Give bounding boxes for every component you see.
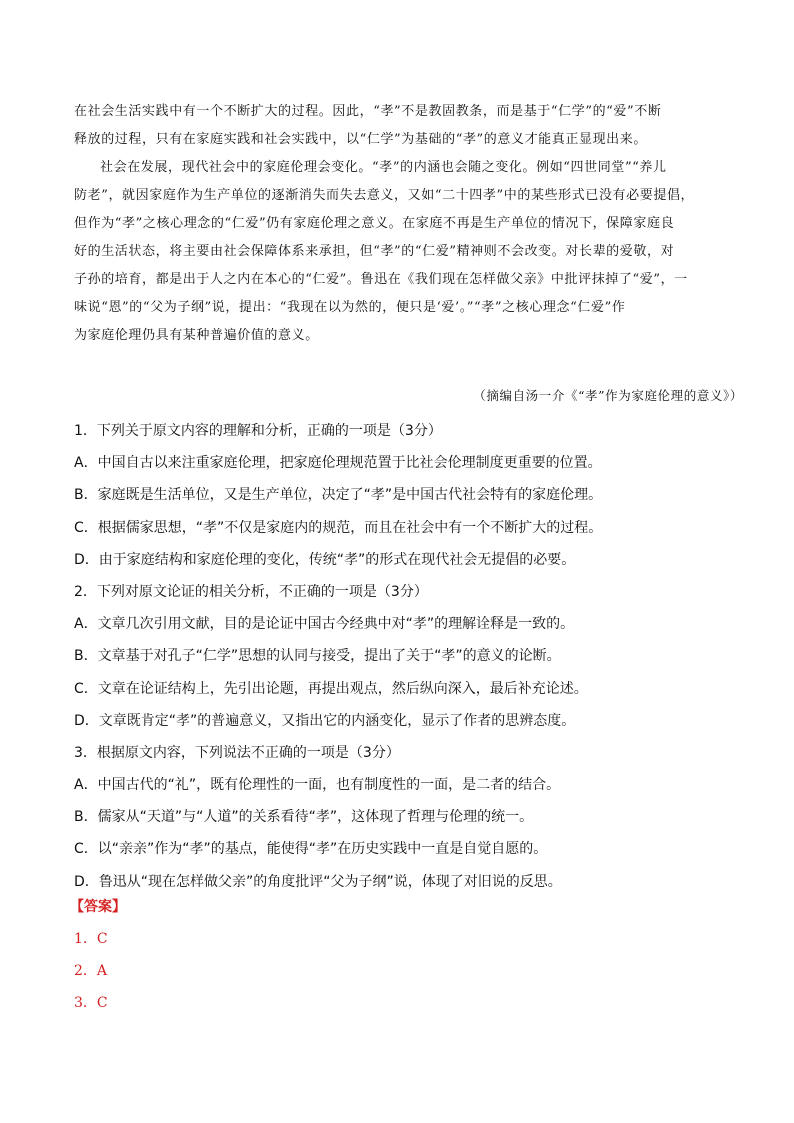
question-1-option-d: D．由于家庭结构和家庭伦理的变化，传统“孝”的形式在现代社会无提倡的必要。 (74, 551, 576, 568)
question-3-option-b: B．儒家从“天道”与“人道”的关系看待“孝”，这体现了哲理与伦理的统一。 (74, 809, 534, 826)
question-3-option-d: D．鲁迅从“现在怎样做父亲”的角度批评“父为子纲”说，体现了对旧说的反思。 (74, 873, 562, 890)
passage-source: （摘编自汤一介《“孝”作为家庭伦理的意义》） (473, 388, 743, 403)
passage-line: 释放的过程，只有在家庭实践和社会实践中，以“仁学”为基础的“孝”的意义才能真正显现出来。 (74, 132, 647, 147)
answer-item: 2．A (74, 963, 108, 979)
passage-line: 子孙的培育，都是出于人之内在本心的“仁爱”。鲁迅在《我们现在怎样做父亲》中批评抹掉了“爱”，一 (74, 272, 688, 287)
question-1-option-a: A．中国自古以来注重家庭伦理，把家庭伦理规范置于比社会伦理制度更重要的位置。 (74, 455, 602, 472)
question-2-option-b: B．文章基于对孔子“仁学”思想的认同与接受，提出了关于“孝”的意义的论断。 (74, 648, 561, 665)
answer-item: 3．C (74, 995, 108, 1011)
answer-heading: 【答案】 (70, 899, 126, 915)
answer-item: 1．C (74, 931, 108, 947)
passage-line: 好的生活状态，将主要由社会保障体系来承担，但“孝”的“仁爱”精神则不会改变。对长辈的爱敬，对 (74, 244, 675, 259)
question-1-stem: 1．下列关于原文内容的理解和分析，正确的一项是（3分） (74, 423, 442, 439)
passage-line: 味说“恩”的“父为子纲”说，提出：“我现在以为然的，便只是‘爱’。”“孝”之核心理念“仁爱”作 (74, 300, 626, 315)
question-2-option-d: D．文章既肯定“孝”的普遍意义，又指出它的内涵变化，显示了作者的思辨态度。 (74, 712, 576, 729)
question-2-stem: 2．下列对原文论证的相关分析，不正确的一项是（3分） (74, 583, 428, 600)
question-3-option-c: C．以“亲亲”作为“孝”的基点，能使得“孝”在历史实践中一直是自觉自愿的。 (74, 841, 548, 858)
passage-line: 防老”，就因家庭作为生产单位的逐渐消失而失去意义，又如“二十四孝”中的某些形式已没有必要提倡， (74, 188, 695, 203)
question-1-option-c: C．根据儒家思想，“孝”不仅是家庭内的规范，而且在社会中有一个不断扩大的过程。 (74, 519, 603, 536)
question-2-option-c: C．文章在论证结构上，先引出论题，再提出观点，然后纵向深入，最后补充论述。 (74, 680, 588, 697)
passage-line: 社会在发展，现代社会中的家庭伦理会变化。“孝”的内涵也会随之变化。例如“四世同堂”“养儿 (100, 160, 667, 175)
question-list (74, 415, 734, 898)
question-2-option-a: A．文章几次引用文献，目的是论证中国古今经典中对“孝”的理解诠释是一致的。 (74, 616, 575, 633)
question-1-option-b: B．家庭既是生活单位，又是生产单位，决定了“孝”是中国古代社会特有的家庭伦理。 (74, 487, 603, 504)
passage-line: 在社会生活实践中有一个不断扩大的过程。因此，“孝”不是教固教条，而是基于“仁学”的“爱”不断 (74, 104, 662, 119)
passage-line: 但作为“孝”之核心理念的“仁爱”仍有家庭伦理之意义。在家庭不再是生产单位的情况下，保障家庭良 (74, 216, 675, 231)
question-3-option-a: A．中国古代的“礼”，既有伦理性的一面，也有制度性的一面，是二者的结合。 (74, 777, 561, 794)
passage-line: 为家庭伦理仍具有某种普遍价值的意义。 (74, 328, 319, 343)
question-3-stem: 3．根据原文内容，下列说法不正确的一项是（3分） (74, 744, 400, 761)
answer-section (70, 891, 374, 1019)
passage-text (74, 98, 730, 350)
